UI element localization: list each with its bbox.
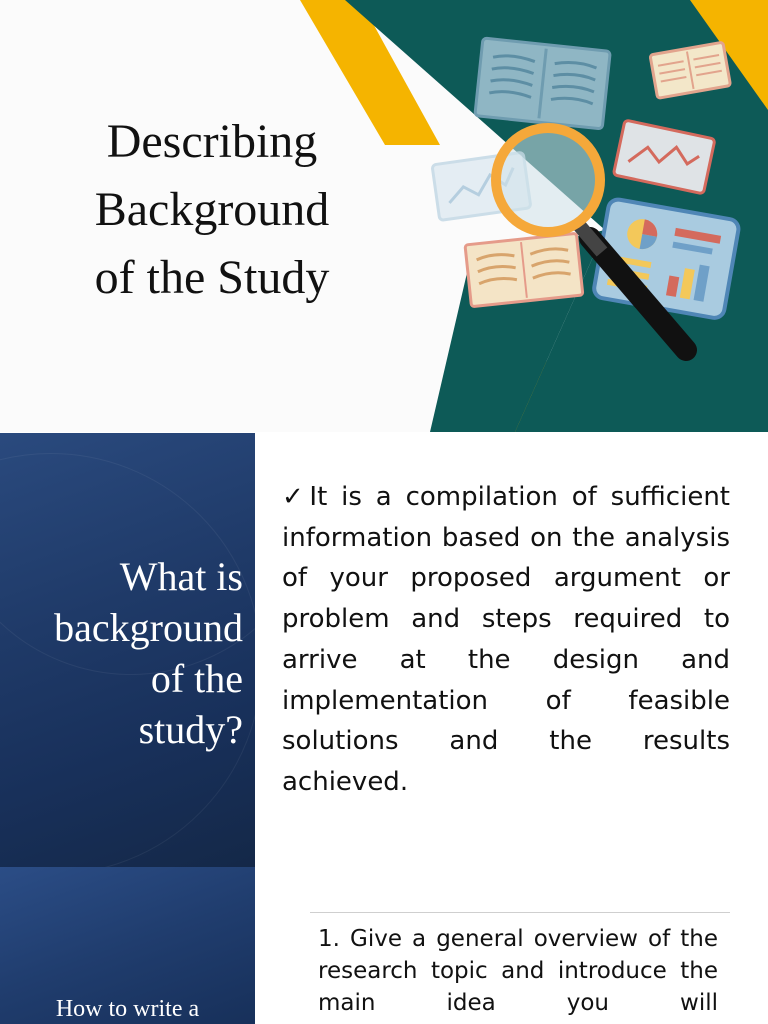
title-line: Background [94,183,330,236]
title-slide [0,0,768,432]
question-line: of the [150,656,243,701]
lower-book-icon [465,233,583,306]
how-to-heading: How to write a [55,996,200,1022]
question-heading [3,551,243,755]
slide-title [52,108,372,312]
definition-slide [0,433,768,867]
checkmark-icon: ✓ [282,482,310,512]
question-panel [0,433,255,867]
definition-body: It is a compilation of sufficient information based on the analysis of your proposed argument or problem and steps required to arrive at the design and implementation of feasible solutions and the results achieved. [282,482,730,797]
definition-text [282,477,730,803]
how-to-panel [0,867,255,1024]
question-line: background [54,605,243,650]
question-line: What is [119,554,243,599]
how-to-slide [0,867,768,1024]
question-line: study? [138,707,243,752]
title-line: of the Study [94,251,330,304]
divider [310,912,730,913]
step-text: 1. Give a general overview of the research topic and introduce the main idea you will [318,926,718,1016]
title-line: Describing [106,115,318,168]
open-book-icon [475,38,610,129]
